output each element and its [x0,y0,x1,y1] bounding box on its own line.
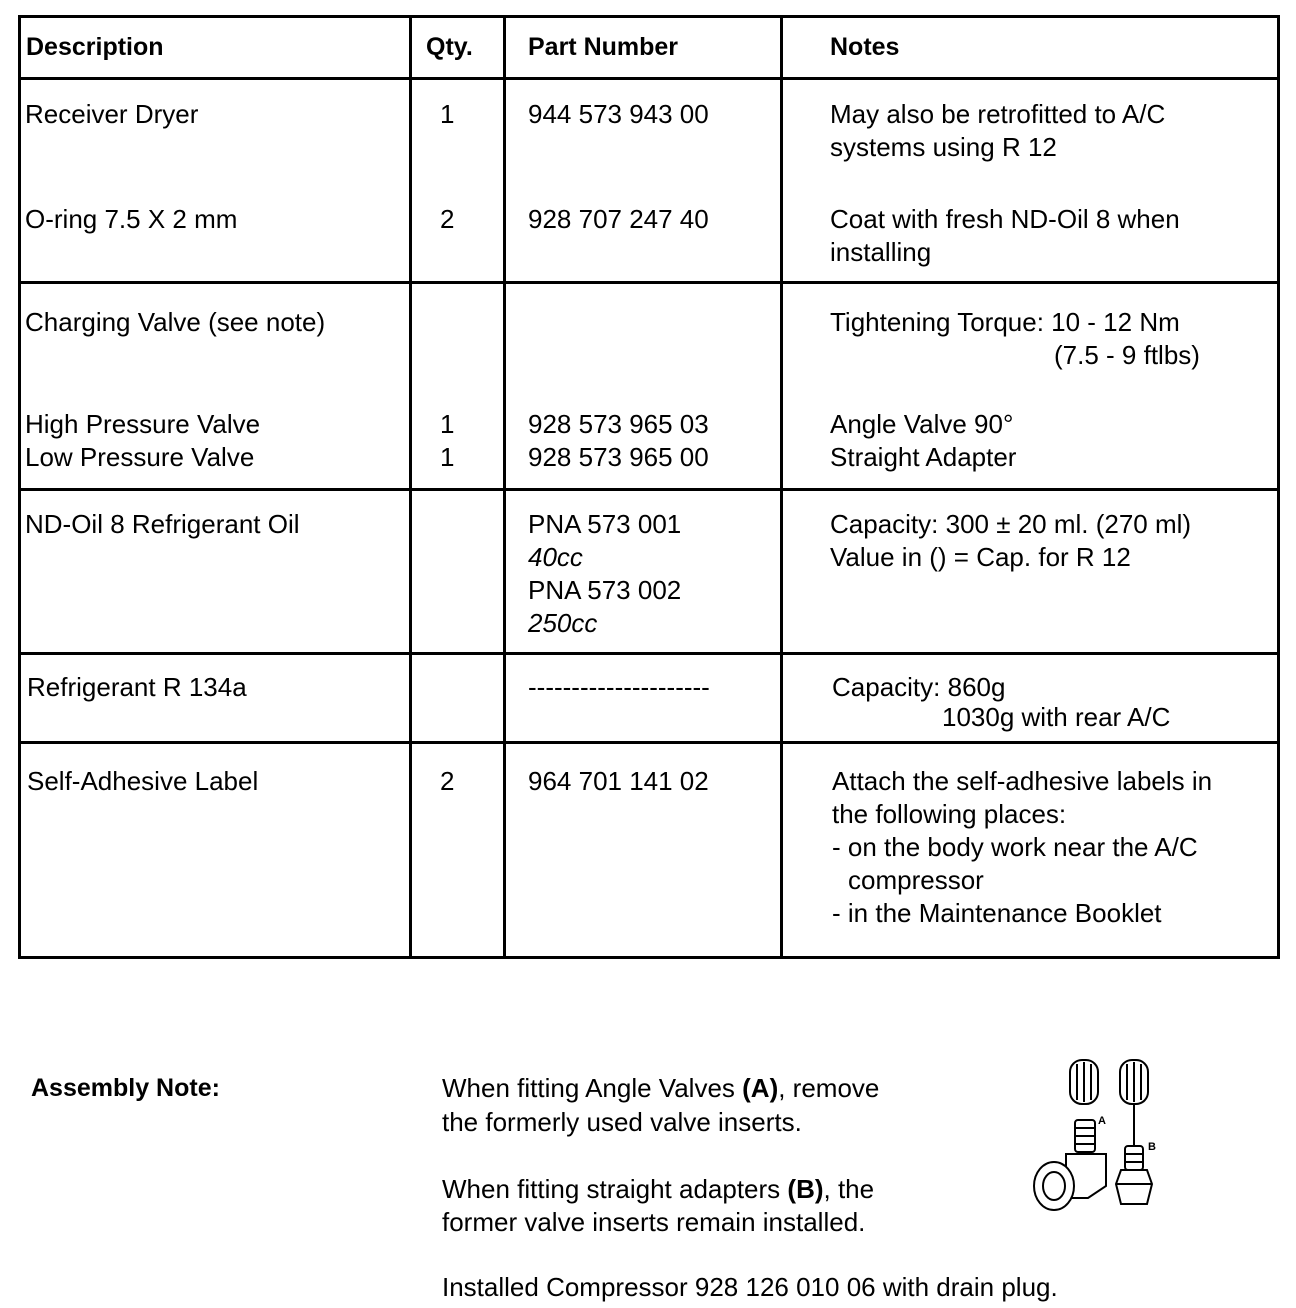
assembly-p2-text: When fitting straight adapters [442,1174,788,1204]
row-nd-oil-part-4: 250cc [528,608,598,638]
row-label-notes-5: - in the Maintenance Booklet [832,898,1162,928]
row-o-ring-notes-2: installing [830,237,932,267]
row-nd-oil-description: ND-Oil 8 Refrigerant Oil [25,509,300,539]
row-refrigerant-notes-2: 1030g with rear A/C [942,702,1171,732]
header-qty: Qty. [426,33,473,61]
figure-label-a: A [1098,1115,1106,1127]
assembly-paragraph-3: Installed Compressor 928 126 010 06 with drain plug. [442,1272,1058,1302]
angle-valve-icon [1034,1120,1106,1210]
valve-diagram-icon [1028,1058,1178,1218]
row-label-description: Self-Adhesive Label [27,766,259,796]
assembly-p2-text-end: , the [823,1174,875,1204]
row-o-ring-qty: 2 [440,204,455,234]
row-label-notes-4: compressor [848,865,984,895]
straight-adapter-icon [1116,1104,1152,1204]
row-nd-oil-part-3: PNA 573 002 [528,575,682,605]
row-nd-oil-part-1: PNA 573 001 [528,509,682,539]
row-o-ring-part: 928 707 247 40 [528,204,709,234]
assembly-paragraph-1-line-2: the formerly used valve inserts. [442,1107,802,1137]
row-refrigerant-description: Refrigerant R 134a [27,672,247,702]
assembly-p1-ref-a: (A) [742,1073,779,1103]
assembly-paragraph-1 [442,1071,879,1105]
row-label-part: 964 701 141 02 [528,766,709,796]
assembly-paragraph-2 [442,1172,874,1206]
assembly-p2-ref-b: (B) [787,1174,824,1204]
row-refrigerant-part: --------------------- [528,672,710,702]
assembly-p1-text-end: , remove [778,1073,880,1103]
figure-label-b: B [1148,1141,1156,1153]
row-receiver-dryer-qty: 1 [440,99,455,129]
row-nd-oil-notes-2: Value in () = Cap. for R 12 [830,542,1131,572]
row-label-qty: 2 [440,766,455,796]
row-o-ring-description: O-ring 7.5 X 2 mm [25,204,238,234]
header-part-number: Part Number [528,33,679,61]
row-nd-oil-part-2: 40cc [528,542,583,572]
row-charging-valve-notes-1: Tightening Torque: 10 - 12 Nm [830,307,1180,337]
row-receiver-dryer-part: 944 573 943 00 [528,99,709,129]
row-low-pressure-notes: Straight Adapter [830,442,1017,472]
assembly-paragraph-2-line-2: former valve inserts remain installed. [442,1207,866,1237]
row-refrigerant-notes-1: Capacity: 860g [832,672,1006,702]
row-high-pressure-part: 928 573 965 03 [528,409,709,439]
row-high-pressure-notes: Angle Valve 90° [830,409,1014,439]
angle-valve-cap-icon [1070,1060,1098,1104]
row-receiver-dryer-notes-2: systems using R 12 [830,132,1057,162]
row-low-pressure-description: Low Pressure Valve [25,442,255,472]
row-charging-valve-notes-2: (7.5 - 9 ftlbs) [1054,340,1200,370]
header-notes: Notes [830,33,900,61]
assembly-p1-text: When fitting Angle Valves [442,1073,743,1103]
row-low-pressure-qty: 1 [440,442,455,472]
row-charging-valve-description: Charging Valve (see note) [25,307,326,337]
row-high-pressure-qty: 1 [440,409,455,439]
row-nd-oil-notes-1: Capacity: 300 ± 20 ml. (270 ml) [830,509,1192,539]
row-receiver-dryer-notes-1: May also be retrofitted to A/C [830,99,1166,129]
row-o-ring-notes-1: Coat with fresh ND-Oil 8 when [830,204,1180,234]
assembly-note-label: Assembly Note: [31,1074,220,1102]
row-low-pressure-part: 928 573 965 00 [528,442,709,472]
row-high-pressure-description: High Pressure Valve [25,409,261,439]
row-label-notes-1: Attach the self-adhesive labels in [832,766,1213,796]
row-receiver-dryer-description: Receiver Dryer [25,99,199,129]
straight-adapter-cap-icon [1120,1060,1148,1104]
header-description: Description [26,33,164,61]
row-label-notes-2: the following places: [832,799,1067,829]
row-label-notes-3: - on the body work near the A/C [832,832,1198,862]
